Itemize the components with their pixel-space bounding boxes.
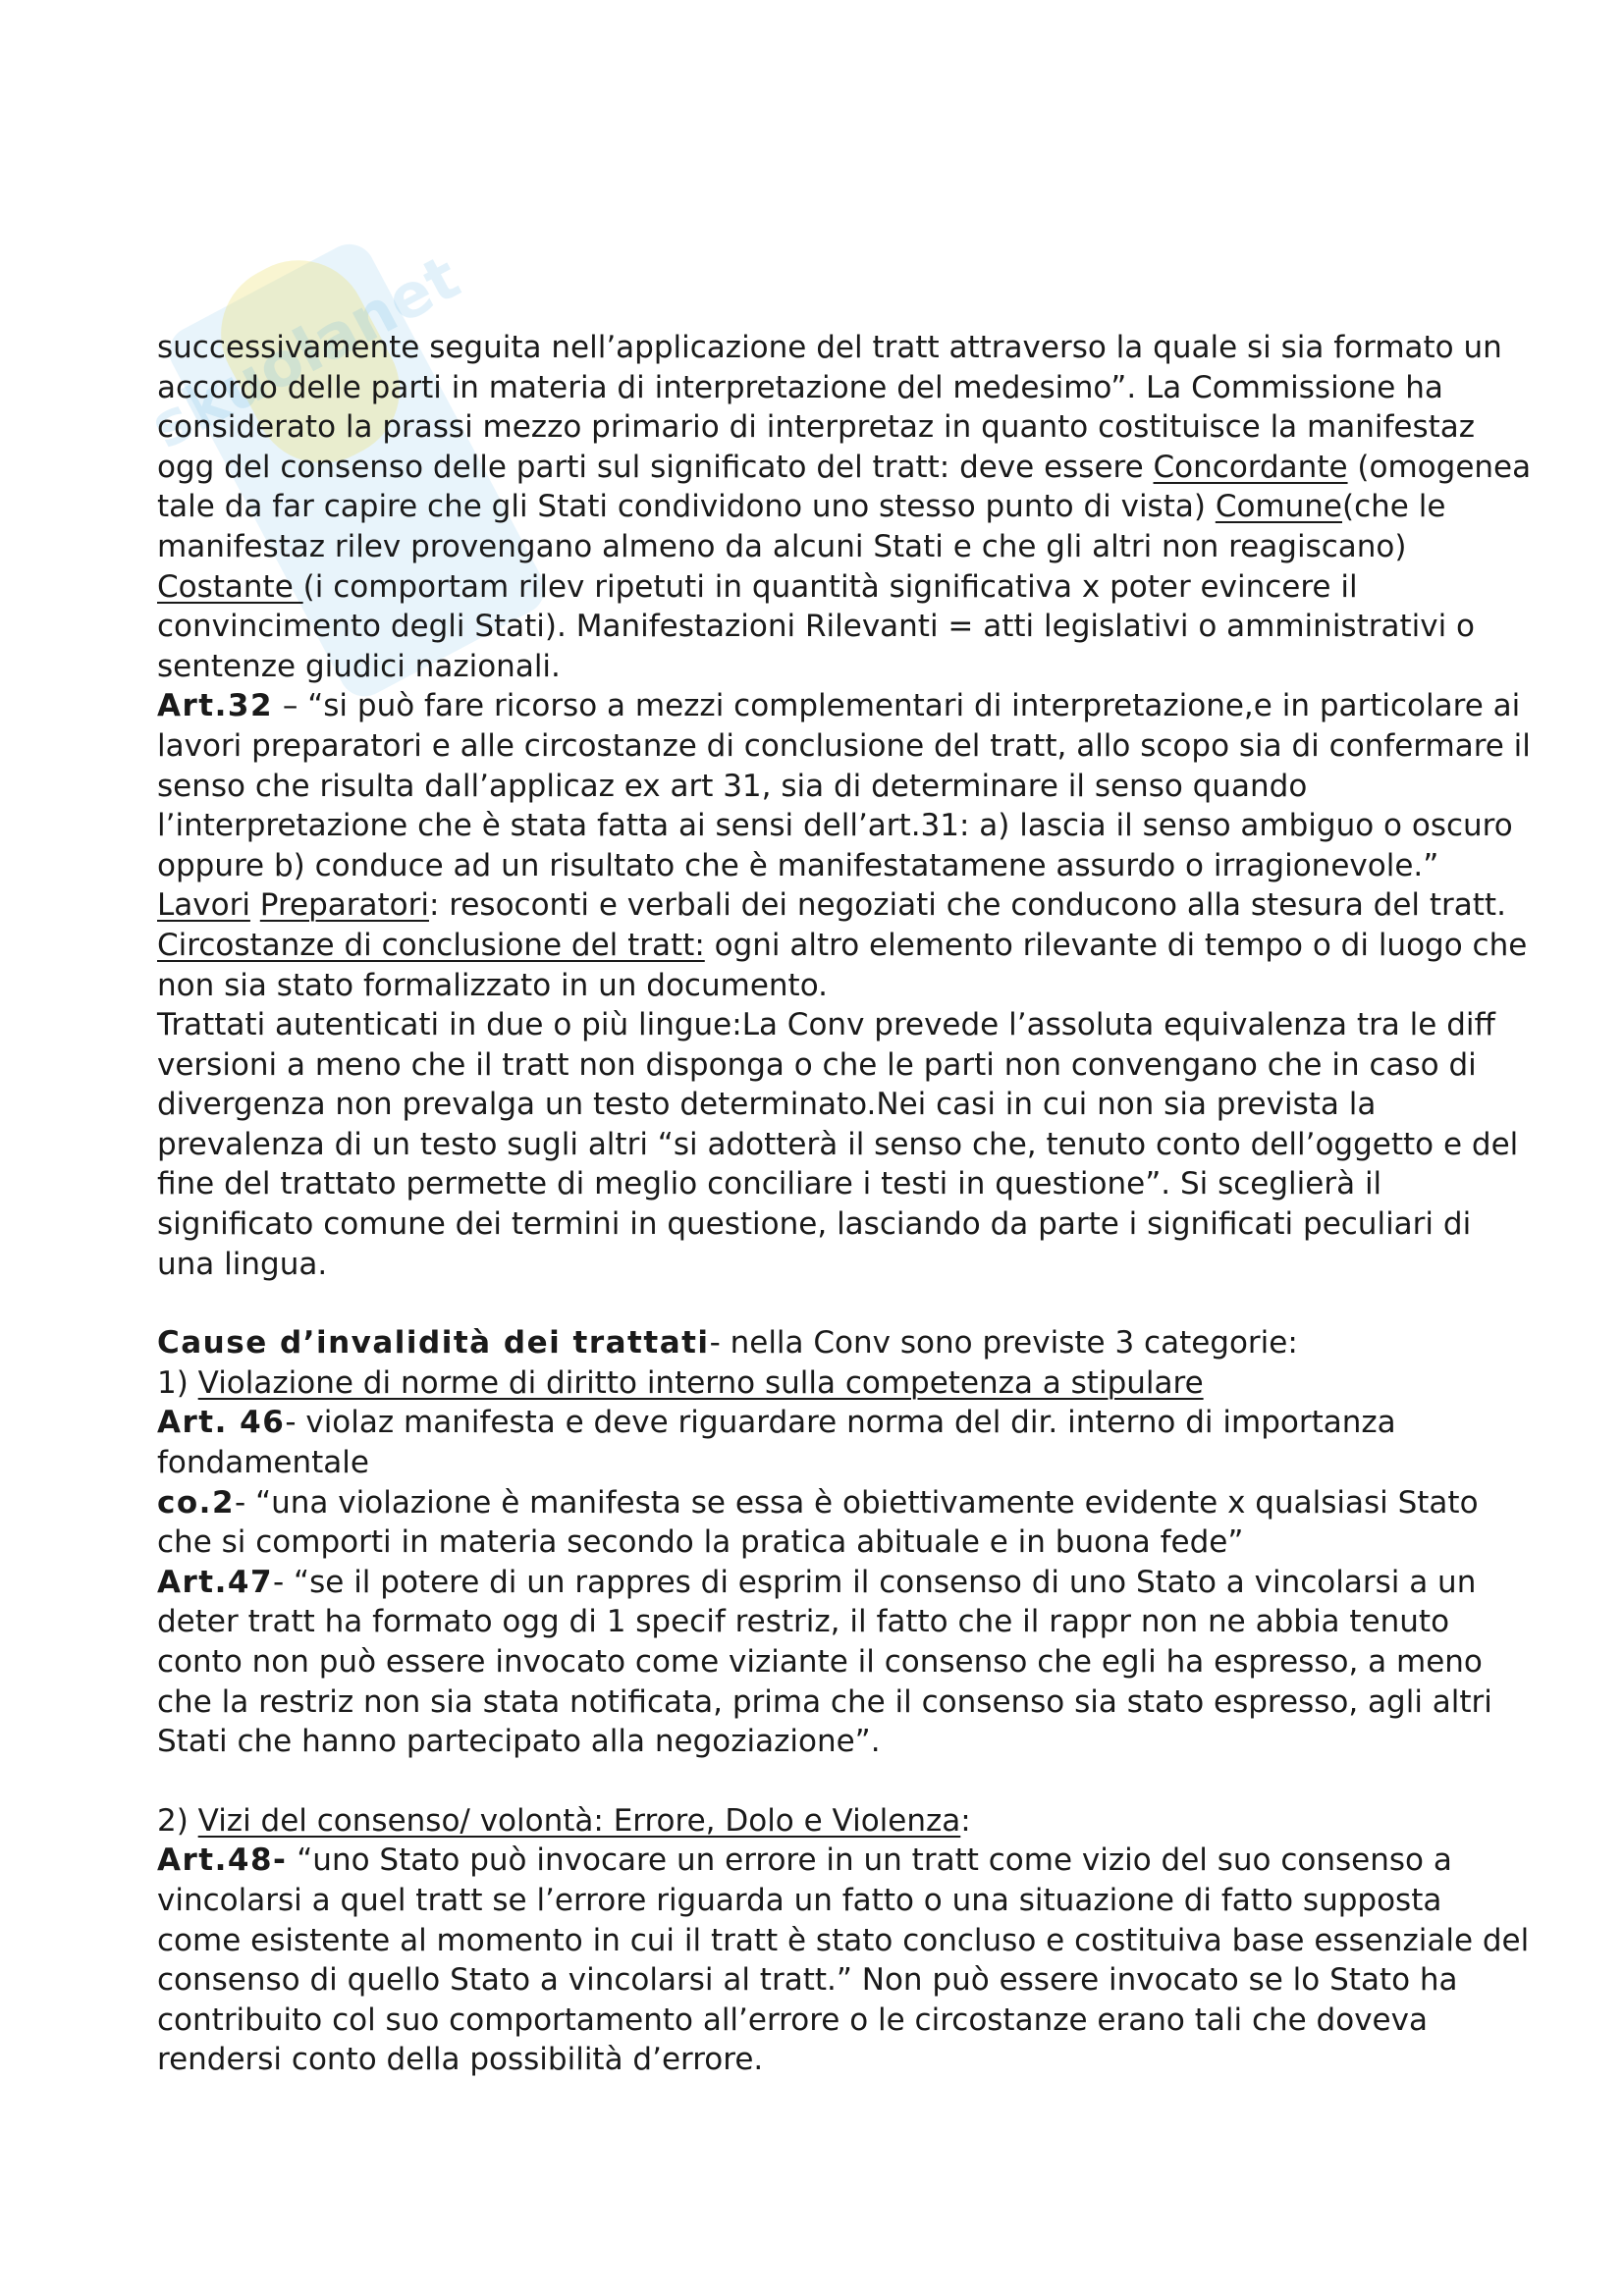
watermark-text: skuolanet — [138, 240, 471, 463]
paragraph-art-48: Art.48- “uno Stato può invocare un errore in un tratt come vizio del suo consenso a vincolarsi a quel tratt se l’errore riguarda un fatto o una situazione di fatto supposta come esistente al momento in cui il tratt è stato concluso e costituiva base essenziale del consenso di quello Stato a vincolarsi al tratt.” Non può essere invocato se lo Stato ha contribuito col suo comportamento all’errore o le circostanze erano tali che doveva rendersi conto della possibilità d’errore. — [157, 1842, 1530, 2078]
article-label: Art. 46 — [157, 1405, 286, 1441]
spacer — [157, 1762, 1532, 1801]
article-label: Art.32 — [157, 688, 274, 724]
term-costante: Costante — [157, 568, 303, 605]
article-label: co.2 — [157, 1484, 236, 1521]
paragraph-trattati-autenticati: Trattati autenticati in due o più lingue:La Conv prevede l’assoluta equivalenza tra le diff versioni a meno che il tratt non disponga o che le parti non convengano che in caso di divergenza non prevalga un testo determinato.Nei casi in cui non sia prevista la prevalenza di un testo sugli altri “si adotterà il senso che, tenuto conto dell’oggetto e del fine del trattato permette di meglio conciliare i testi in questione”. Si sceglierà il significato comune dei termini in questione, lasciando da parte i significati peculiari di una lingua. — [157, 1007, 1519, 1282]
paragraph-prassi: successivamente seguita nell’applicazione del tratt attraverso la quale si sia formato un accordo delle parti in materia di interpretazione del medesimo”. La Commissione ha considerato la prassi mezzo primario di interpretaz in quanto costituisce la manifestaz ogg del consenso delle parti sul significato del tratt: deve essere Concordante (omogenea tale da far capire che gli Stati condividono uno stesso punto di vista) Comune(che le manifestaz rilev provengano almeno da alcuni Stati e che gli altri non reagiscano) Costante (i comportam rilev ripetuti in quantità significativa x poter evincere il convincimento degli Stati). Manifestazioni Rilevanti = atti legislativi o amministrativi o sentenze giudici nazionali. — [157, 330, 1532, 684]
paragraph-art-46: Art. 46- violaz manifesta e deve riguardare norma del dir. interno di importanza fondamentale — [157, 1405, 1396, 1481]
document-page — [157, 328, 1532, 2080]
section-heading: Cause d’invalidità dei trattati- nella Conv sono previste 3 categorie: — [157, 1325, 1298, 1362]
term-comune: Comune — [1215, 489, 1342, 525]
category-1: 1) Violazione di norme di diritto interno sulla competenza a stipulare — [157, 1364, 1204, 1401]
spacer — [157, 1284, 1532, 1323]
term-lavori: Lavori — [157, 887, 250, 924]
paragraph-co-2: co.2- “una violazione è manifesta se essa è obiettivamente evidente x qualsiasi Stato che si comporti in materia secondo la pratica abituale e in buona fede” — [157, 1484, 1479, 1561]
term-circostanze: Circostanze di conclusione del tratt: — [157, 927, 705, 963]
term-concordante: Concordante — [1153, 449, 1348, 485]
category-2: 2) Vizi del consenso/ volontà: Errore, Dolo e Violenza: — [157, 1802, 971, 1839]
article-label: Art.48- — [157, 1842, 288, 1879]
paragraph-art-47: Art.47- “se il potere di un rappres di esprim il consenso di uno Stato a vincolarsi a un deter tratt ha formato ogg di 1 specif restriz, il fatto che il rappr non ne abbia tenuto conto non può essere invocato come viziante il consenso che egli ha espresso, a meno che la restriz non sia stata notificata, prima che il consenso sia stato espresso, agli altri Stati che hanno partecipato alla negoziazione”. — [157, 1564, 1492, 1760]
article-label: Art.47 — [157, 1564, 274, 1600]
paragraph-art-32: Art.32 – “si può fare ricorso a mezzi complementari di interpretazione,e in particolare ai lavori preparatori e alle circostanze di conclusione del tratt, allo scopo sia di confermare il senso che risulta dall’applicaz ex art 31, sia di determinare il senso quando l’interpretazione che è stata fatta ai sensi dell’art.31: a) lascia il senso ambiguo o oscuro oppure b) conduce ad un risultato che è manifestatamene assurdo o irragionevole.” Lavori Preparatori: resoconti e verbali dei negoziati che conducono alla stesura del tratt. Circostanze di conclusione del tratt: ogni altro elemento rilevante di tempo o di luogo che non sia stato formalizzato in un documento. — [157, 688, 1531, 1003]
term-preparatori: Preparatori — [259, 887, 429, 924]
